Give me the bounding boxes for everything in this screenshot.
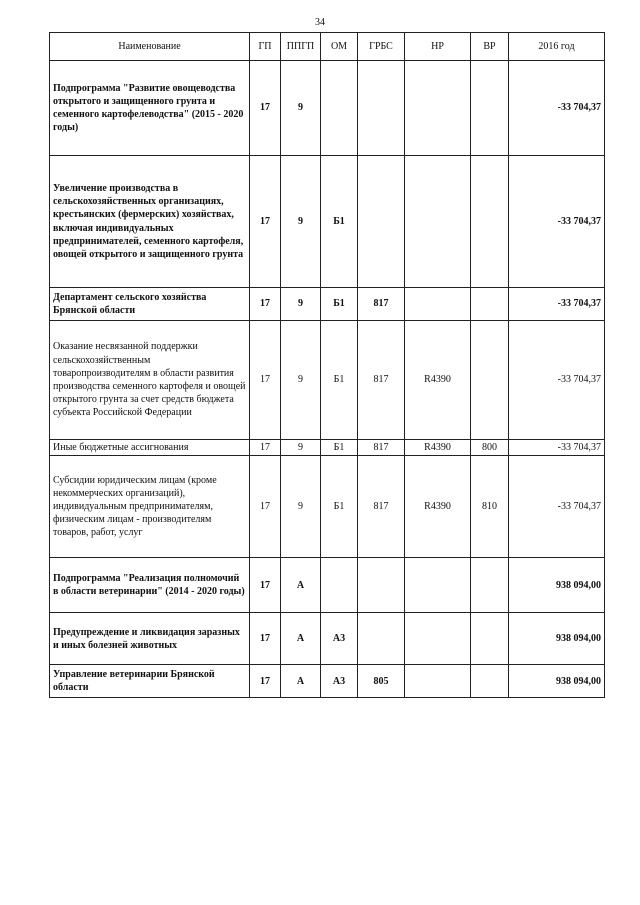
header-name: Наименование (50, 33, 250, 61)
cell-vr (471, 613, 509, 665)
cell-gp: 17 (250, 558, 281, 613)
cell-name: Подпрограмма "Реализация полномочий в области ветеринарии" (2014 - 2020 годы) (50, 558, 250, 613)
cell-om: Б1 (321, 288, 358, 321)
cell-ppgp: 9 (281, 288, 321, 321)
cell-grbs: 817 (358, 440, 405, 456)
budget-table (49, 32, 605, 698)
header-gp: ГП (250, 33, 281, 61)
cell-nr: R4390 (405, 440, 471, 456)
header-nr: НР (405, 33, 471, 61)
cell-amount: 938 094,00 (509, 665, 605, 698)
cell-grbs: 805 (358, 665, 405, 698)
cell-om: А3 (321, 665, 358, 698)
cell-gp: 17 (250, 61, 281, 156)
cell-grbs: 817 (358, 288, 405, 321)
table-row (50, 156, 605, 288)
cell-grbs (358, 156, 405, 288)
cell-ppgp: А (281, 665, 321, 698)
cell-vr (471, 156, 509, 288)
table-header-row (50, 33, 605, 61)
cell-ppgp: 9 (281, 440, 321, 456)
cell-amount: -33 704,37 (509, 156, 605, 288)
table-row (50, 321, 605, 440)
cell-gp: 17 (250, 321, 281, 440)
table-row (50, 61, 605, 156)
cell-name: Оказание несвязанной поддержки сельскохозяйственным товаропроизводителям в области развития производства семенного картофеля и овощей открытого грунта за счет средств бюджета субъекта Российской Федерации (50, 321, 250, 440)
cell-om: Б1 (321, 321, 358, 440)
table-row (50, 558, 605, 613)
table-row (50, 288, 605, 321)
cell-name: Предупреждение и ликвидация заразных и иных болезней животных (50, 613, 250, 665)
cell-name: Подпрограмма "Развитие овощеводства открытого и защищенного грунта и семенного картофелеводства" (2015 - 2020 годы) (50, 61, 250, 156)
cell-name: Субсидии юридическим лицам (кроме некоммерческих организаций), индивидуальным предпринимателям, физическим лицам - производителям товаров, работ, услуг (50, 456, 250, 558)
cell-ppgp: 9 (281, 156, 321, 288)
table-row (50, 440, 605, 456)
table-row (50, 665, 605, 698)
cell-vr (471, 558, 509, 613)
cell-amount: -33 704,37 (509, 440, 605, 456)
cell-om (321, 558, 358, 613)
cell-grbs (358, 613, 405, 665)
cell-vr: 800 (471, 440, 509, 456)
page-number: 34 (315, 17, 325, 28)
cell-grbs: 817 (358, 321, 405, 440)
cell-nr (405, 558, 471, 613)
cell-gp: 17 (250, 613, 281, 665)
cell-ppgp: 9 (281, 456, 321, 558)
cell-nr: R4390 (405, 321, 471, 440)
cell-om: Б1 (321, 156, 358, 288)
cell-grbs (358, 61, 405, 156)
cell-ppgp: А (281, 558, 321, 613)
cell-gp: 17 (250, 288, 281, 321)
cell-nr (405, 156, 471, 288)
cell-amount: 938 094,00 (509, 613, 605, 665)
cell-gp: 17 (250, 156, 281, 288)
cell-grbs: 817 (358, 456, 405, 558)
cell-om (321, 61, 358, 156)
cell-amount: -33 704,37 (509, 321, 605, 440)
cell-vr (471, 288, 509, 321)
cell-name: Департамент сельского хозяйства Брянской области (50, 288, 250, 321)
cell-ppgp: 9 (281, 321, 321, 440)
cell-nr (405, 61, 471, 156)
cell-amount: -33 704,37 (509, 288, 605, 321)
header-om: ОМ (321, 33, 358, 61)
cell-nr (405, 288, 471, 321)
cell-vr: 810 (471, 456, 509, 558)
header-ppgp: ППГП (281, 33, 321, 61)
cell-vr (471, 61, 509, 156)
cell-ppgp: 9 (281, 61, 321, 156)
cell-name: Управление ветеринарии Брянской области (50, 665, 250, 698)
cell-amount: 938 094,00 (509, 558, 605, 613)
cell-ppgp: А (281, 613, 321, 665)
cell-nr (405, 665, 471, 698)
header-grbs: ГРБС (358, 33, 405, 61)
cell-vr (471, 665, 509, 698)
cell-om: Б1 (321, 440, 358, 456)
header-year: 2016 год (509, 33, 605, 61)
header-vr: ВР (471, 33, 509, 61)
cell-gp: 17 (250, 456, 281, 558)
cell-name: Иные бюджетные ассигнования (50, 440, 250, 456)
cell-om: А3 (321, 613, 358, 665)
cell-nr: R4390 (405, 456, 471, 558)
table-row (50, 456, 605, 558)
cell-amount: -33 704,37 (509, 61, 605, 156)
cell-gp: 17 (250, 665, 281, 698)
cell-om: Б1 (321, 456, 358, 558)
table-row (50, 613, 605, 665)
cell-grbs (358, 558, 405, 613)
cell-amount: -33 704,37 (509, 456, 605, 558)
cell-gp: 17 (250, 440, 281, 456)
cell-nr (405, 613, 471, 665)
cell-name: Увеличение производства в сельскохозяйственных организациях, крестьянских (фермерских) хозяйствах, включая индивидуальных предпринимателей, семенного картофеля, овощей открытого и защищенного грунта (50, 156, 250, 288)
cell-vr (471, 321, 509, 440)
